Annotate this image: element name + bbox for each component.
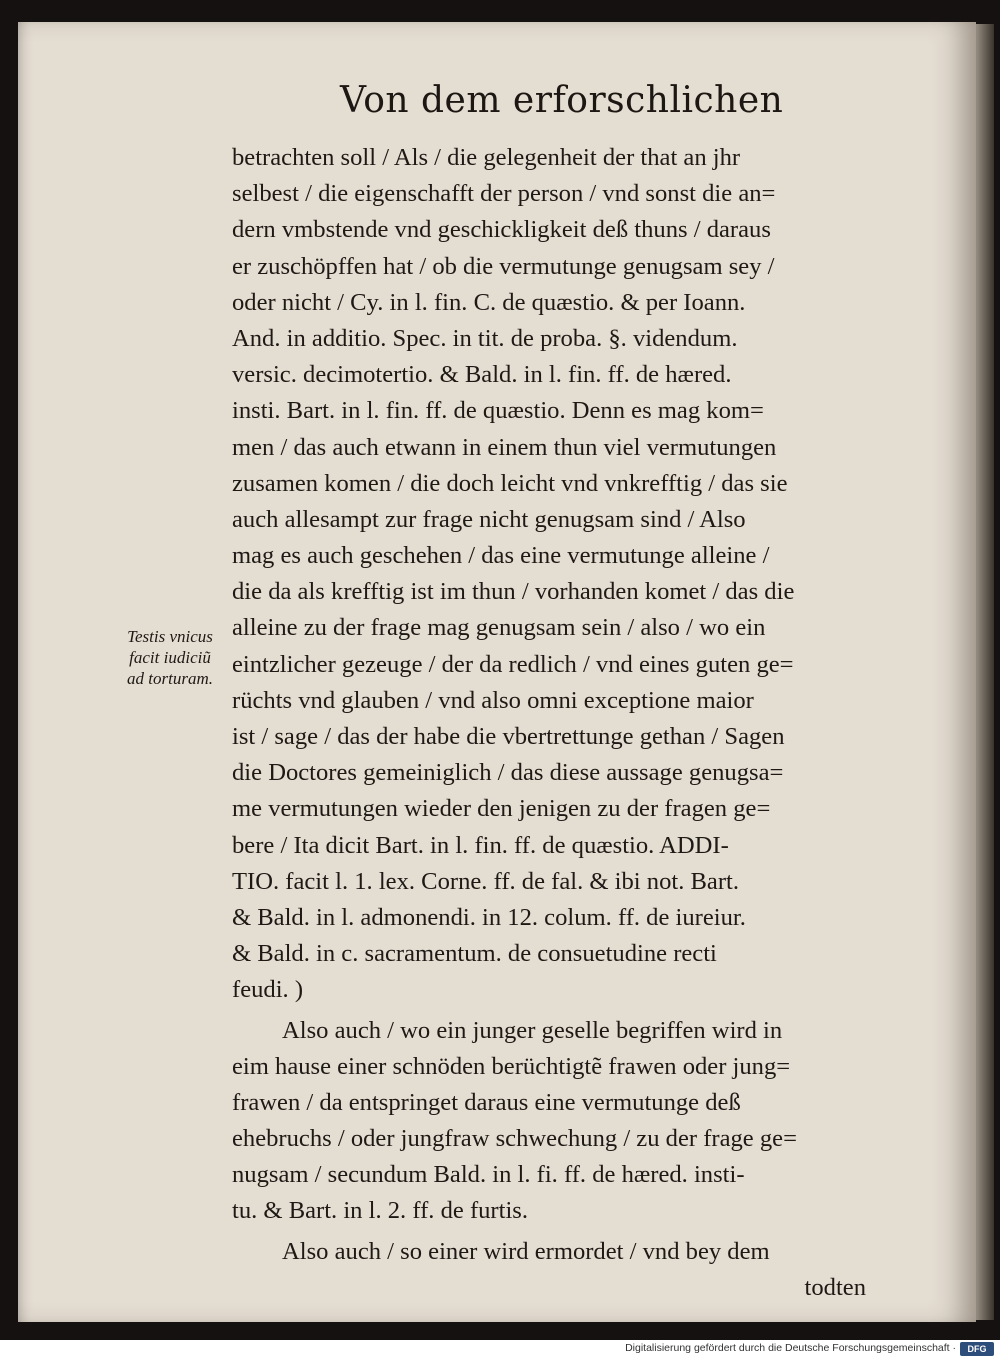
text-line: versic. decimotertio. & Bald. in l. fin. ff. de hæred. (232, 361, 732, 389)
text-line: nugsam / secundum Bald. in l. fi. ff. de hæred. insti- (232, 1161, 745, 1189)
body-text (232, 140, 872, 1306)
text-line: eim hause einer schnöden berüchtigtẽ frawen oder jung= (232, 1052, 791, 1080)
funding-credit: Digitalisierung gefördert durch die Deutsche Forschungsgemeinschaft · (625, 1342, 956, 1354)
text-line: die Doctores gemeiniglich / das diese aussage genugsa= (232, 759, 784, 787)
text-line: Also auch / wo ein junger geselle begriffen wird in (282, 1016, 783, 1044)
text-line: feudi. ) (232, 976, 304, 1004)
text-line: & Bald. in l. admonendi. in 12. colum. ff. de iureiur. (232, 903, 746, 931)
text-line: auch allesampt zur frage nicht genugsam sind / Also (232, 505, 746, 533)
text-line: oder nicht / Cy. in l. fin. C. de quæstio. & per Ioann. (232, 288, 746, 316)
text-line: insti. Bart. in l. fin. ff. de quæstio. Denn es mag kom= (232, 397, 764, 425)
margin-note-line: facit iudiciũ (129, 648, 211, 667)
text-line: tu. & Bart. in l. 2. ff. de furtis. (232, 1197, 529, 1225)
text-line: selbest / die eigenschafft der person / vnd sonst die an= (232, 180, 776, 208)
text-line: And. in additio. Spec. in tit. de proba. §. videndum. (232, 324, 738, 352)
text-line: frawen / da entspringet daraus eine vermutunge deß (232, 1088, 741, 1116)
text-line: bere / Ita dicit Bart. in l. fin. ff. de quæstio. ADDI- (232, 831, 729, 859)
dfg-logo-icon: DFG (960, 1342, 994, 1356)
catchword: todten (804, 1273, 866, 1301)
text-line: Also auch / so einer wird ermordet / vnd bey dem (282, 1237, 770, 1265)
margin-note-line: Testis vnicus (127, 627, 213, 646)
text-line: eintzlicher gezeuge / der da redlich / vnd eines guten ge= (232, 650, 794, 678)
text-line: zusamen komen / die doch leicht vnd vnkrefftig / das sie (232, 469, 788, 497)
text-line: mag es auch geschehen / das eine vermutunge alleine / (232, 542, 770, 570)
text-line: men / das auch etwann in einem thun viel vermutungen (232, 433, 777, 461)
text-line: ist / sage / das der habe die vbertrettunge gethan / Sagen (232, 723, 785, 750)
text-line: er zuschöpffen hat / ob die vermutunge genugsam sey / (232, 252, 775, 280)
text-line: betrachten soll / Als / die gelegenheit der that an jhr (232, 144, 741, 171)
text-line: alleine zu der frage mag genugsam sein / also / wo ein (232, 614, 766, 642)
margin-note-line: ad torturam. (127, 669, 213, 688)
text-line: rüchts vnd glauben / vnd also omni exceptione maior (232, 686, 754, 714)
text-line: die da als krefftig ist im thun / vorhanden komet / das die (232, 578, 795, 606)
margin-note (108, 626, 232, 689)
text-line: dern vmbstende vnd geschickligkeit deß thuns / daraus (232, 216, 771, 244)
running-head: Von dem erforschlichen (340, 80, 784, 121)
text-line: & Bald. in c. sacramentum. de consuetudine recti (232, 940, 717, 968)
text-line: TIO. facit l. 1. lex. Corne. ff. de fal. & ibi not. Bart. (232, 867, 740, 895)
text-line: ehebruchs / oder jungfraw schwechung / zu der frage ge= (232, 1125, 797, 1153)
text-line: me vermutungen wieder den jenigen zu der fragen ge= (232, 795, 771, 823)
